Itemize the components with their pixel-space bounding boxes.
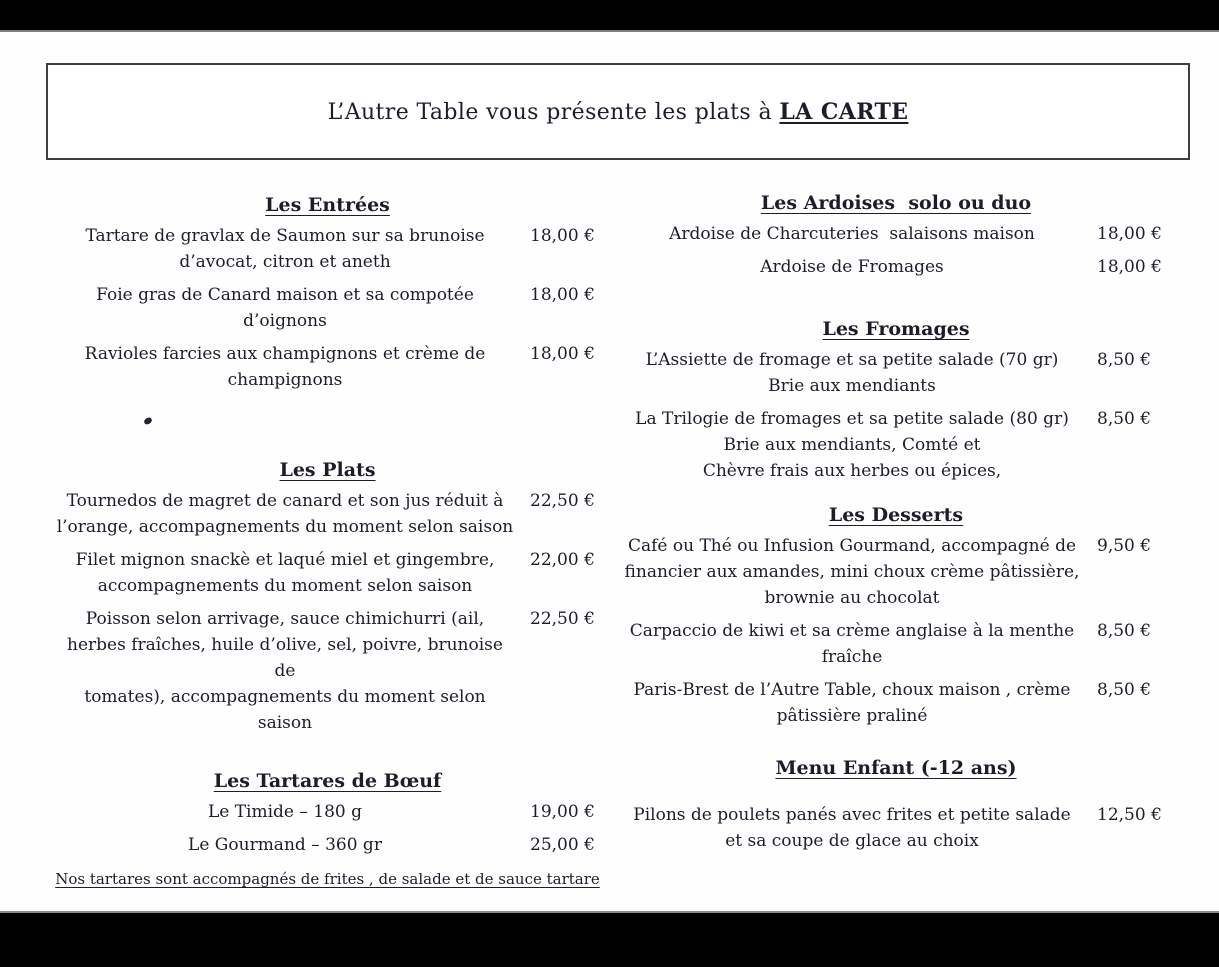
item-line: herbes fraîches, huile d’olive, sel, poivre, brunoise de bbox=[67, 635, 509, 681]
item-line: Filet mignon snackè et laqué miel et gingembre, bbox=[75, 550, 495, 570]
item-line: et sa coupe de glace au choix bbox=[725, 831, 979, 851]
section-heading-desserts: Les Desserts bbox=[828, 504, 964, 526]
menu-item bbox=[55, 341, 600, 393]
item-name bbox=[55, 799, 515, 825]
section-heading-fromages: Les Fromages bbox=[822, 318, 970, 340]
section-ardoises bbox=[622, 191, 1170, 287]
item-line: brownie au chocolat bbox=[764, 588, 940, 608]
menu-title-emphasis: LA CARTE bbox=[779, 98, 909, 125]
menu-item bbox=[622, 221, 1170, 247]
item-name bbox=[55, 488, 515, 540]
menu-title bbox=[328, 99, 909, 125]
item-line: tomates), accompagnements du moment selon saison bbox=[84, 687, 492, 733]
item-price: 8,50 € bbox=[1097, 621, 1152, 641]
item-name bbox=[622, 677, 1082, 729]
menu-item bbox=[55, 832, 600, 858]
item-name bbox=[622, 618, 1082, 670]
menu-item bbox=[622, 677, 1170, 729]
item-name bbox=[55, 341, 515, 393]
item-line: Paris-Brest de l’Autre Table, choux maison , crème bbox=[633, 680, 1071, 700]
section-menu-enfant bbox=[622, 756, 1170, 861]
item-price: 22,50 € bbox=[530, 491, 595, 511]
item-name bbox=[55, 832, 515, 858]
item-line: Chèvre frais aux herbes ou épices, bbox=[702, 461, 1002, 481]
section-heading-ardoises: Les Ardoises solo ou duo bbox=[760, 192, 1032, 214]
menu-item bbox=[622, 347, 1170, 399]
item-line: Le Gourmand – 360 gr bbox=[188, 835, 382, 855]
item-line: financier aux amandes, mini choux crème pâtissière, bbox=[624, 562, 1080, 582]
item-price: 8,50 € bbox=[1097, 680, 1152, 700]
section-entrees bbox=[55, 193, 600, 400]
item-name bbox=[622, 802, 1082, 854]
scanner-bar-top bbox=[0, 0, 1219, 32]
item-line: l’orange, accompagnements du moment selon saison bbox=[56, 517, 514, 537]
menu-column-right bbox=[622, 185, 1170, 861]
item-name bbox=[622, 533, 1082, 611]
section-tartares bbox=[55, 769, 600, 890]
item-price: 22,00 € bbox=[530, 550, 595, 570]
menu-item bbox=[55, 282, 600, 334]
item-price: 19,00 € bbox=[530, 802, 595, 822]
item-name bbox=[622, 221, 1082, 247]
item-line: Café ou Thé ou Infusion Gourmand, accompagné de bbox=[627, 536, 1077, 556]
section-heading-entrees: Les Entrées bbox=[265, 194, 390, 216]
item-line: Ardoise de Fromages bbox=[760, 257, 944, 277]
item-line: d’oignons bbox=[243, 311, 327, 331]
item-price: 22,50 € bbox=[530, 609, 595, 629]
item-line: Ardoise de Charcuteries salaisons maison bbox=[669, 224, 1035, 244]
item-name bbox=[55, 282, 515, 334]
section-heading-plats: Les Plats bbox=[279, 459, 376, 481]
menu-title-prefix: L’Autre Table vous présente les plats à bbox=[327, 99, 780, 125]
item-line: La Trilogie de fromages et sa petite salade (80 gr) bbox=[635, 409, 1069, 429]
menu-item bbox=[55, 799, 600, 825]
menu-body bbox=[55, 185, 1170, 890]
item-line: fraîche bbox=[821, 647, 883, 667]
menu-item bbox=[55, 488, 600, 540]
item-line: Le Timide – 180 g bbox=[207, 802, 363, 822]
item-line: Tournedos de magret de canard et son jus réduit à bbox=[66, 491, 504, 511]
menu-item bbox=[622, 406, 1170, 484]
item-name bbox=[55, 606, 515, 736]
item-price: 12,50 € bbox=[1097, 805, 1162, 825]
item-price: 18,00 € bbox=[530, 226, 595, 246]
item-name bbox=[622, 254, 1082, 280]
item-price: 18,00 € bbox=[1097, 224, 1162, 244]
item-line: pâtissière praliné bbox=[776, 706, 928, 726]
item-price: 8,50 € bbox=[1097, 409, 1152, 429]
item-price: 25,00 € bbox=[530, 835, 595, 855]
section-heading-tartares: Les Tartares de Bœuf bbox=[213, 770, 442, 792]
item-line: accompagnements du moment selon saison bbox=[97, 576, 473, 596]
item-line: Pilons de poulets panés avec frites et petite salade bbox=[633, 805, 1071, 825]
menu-item bbox=[622, 254, 1170, 280]
item-line: Ravioles farcies aux champignons et crème de bbox=[84, 344, 486, 364]
item-price: 18,00 € bbox=[1097, 257, 1162, 277]
menu-title-box bbox=[46, 63, 1190, 160]
section-desserts bbox=[622, 503, 1170, 736]
menu-item bbox=[622, 618, 1170, 670]
item-line: Foie gras de Canard maison et sa compotée bbox=[96, 285, 474, 305]
item-line: champignons bbox=[227, 370, 343, 390]
item-name bbox=[55, 547, 515, 599]
item-line: Tartare de gravlax de Saumon sur sa brunoise bbox=[85, 226, 485, 246]
item-price: 9,50 € bbox=[1097, 536, 1152, 556]
item-line: Brie aux mendiants bbox=[768, 376, 936, 396]
section-fromages bbox=[622, 317, 1170, 491]
item-line: Brie aux mendiants, Comté et bbox=[723, 435, 981, 455]
menu-item bbox=[55, 606, 600, 736]
item-name bbox=[55, 223, 515, 275]
tartares-note: Nos tartares sont accompagnés de frites , de salade et de sauce tartare bbox=[55, 870, 600, 888]
item-price: 18,00 € bbox=[530, 285, 595, 305]
item-price: 18,00 € bbox=[530, 344, 595, 364]
section-heading-menu-enfant: Menu Enfant (-12 ans) bbox=[775, 757, 1017, 779]
menu-item bbox=[622, 802, 1170, 854]
menu-item bbox=[55, 547, 600, 599]
menu-item bbox=[622, 533, 1170, 611]
item-name bbox=[622, 406, 1082, 484]
item-line: Poisson selon arrivage, sauce chimichurri (ail, bbox=[85, 609, 485, 629]
item-line: d’avocat, citron et aneth bbox=[179, 252, 391, 272]
item-line: Carpaccio de kiwi et sa crème anglaise à la menthe bbox=[629, 621, 1075, 641]
section-plats bbox=[55, 458, 600, 743]
item-price: 8,50 € bbox=[1097, 350, 1152, 370]
menu-item bbox=[55, 223, 600, 275]
item-line: L’Assiette de fromage et sa petite salade (70 gr) bbox=[645, 350, 1059, 370]
menu-column-left bbox=[55, 185, 600, 890]
scanner-bar-bottom bbox=[0, 911, 1219, 967]
item-name bbox=[622, 347, 1082, 399]
